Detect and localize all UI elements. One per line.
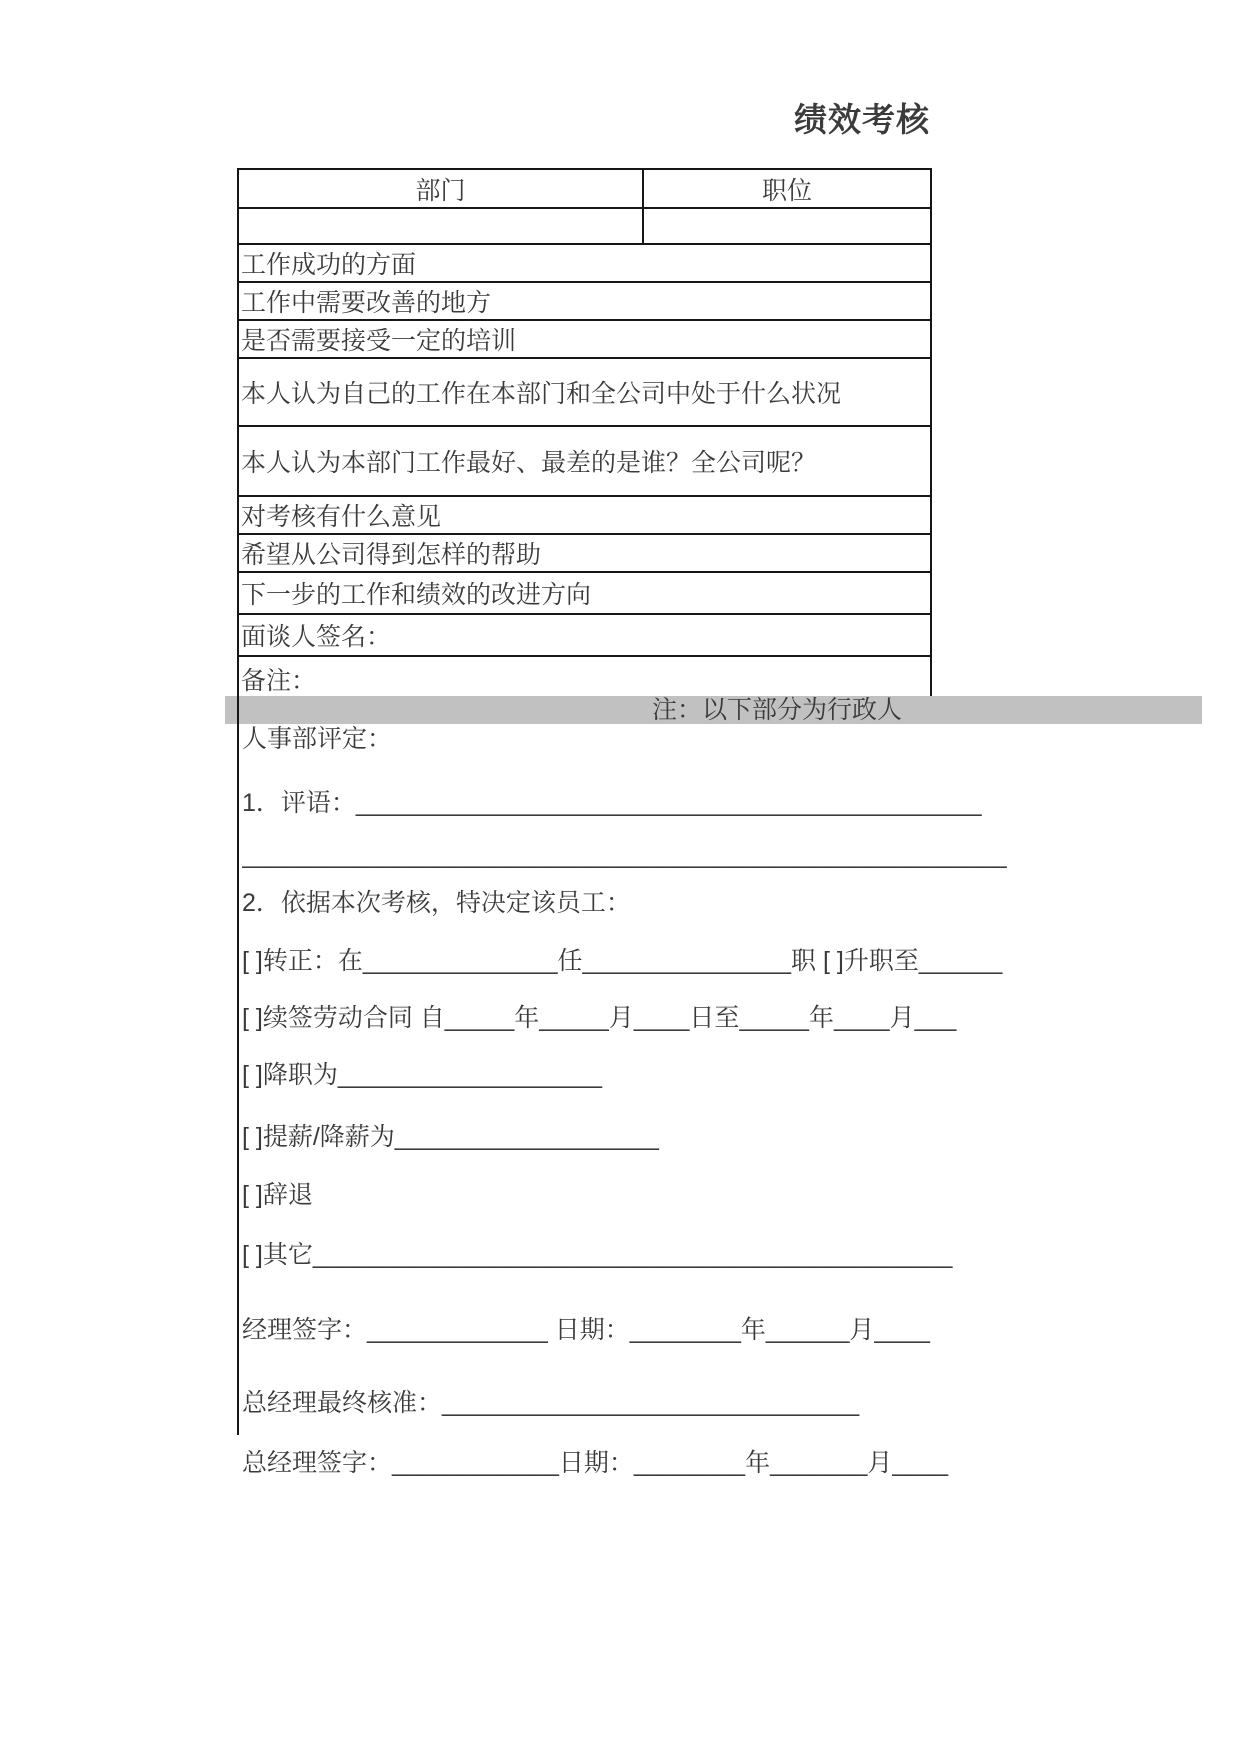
position-header-cell: 职位	[643, 169, 931, 208]
position-input-cell[interactable]	[643, 208, 931, 244]
question-cell-opinion[interactable]	[238, 496, 931, 534]
department-header-cell: 部门	[238, 169, 643, 208]
question-label: 希望从公司得到怎样的帮助	[241, 541, 542, 569]
question-label: 工作中需要改善的地方	[241, 289, 492, 317]
department-input-cell[interactable]	[238, 208, 643, 244]
table-row	[238, 244, 931, 282]
question-cell-self-position[interactable]	[238, 358, 931, 426]
option-salary-change[interactable]: [ ]提薪/降薪为___________________	[242, 1123, 659, 1151]
remarks-cell[interactable]	[238, 656, 931, 701]
interviewer-signature-cell[interactable]	[238, 614, 931, 656]
table-row	[238, 572, 931, 614]
admin-note-bar	[225, 696, 1202, 724]
gm-signature-line[interactable]: 总经理签字：____________日期：________年_______月____	[242, 1449, 949, 1477]
appraisal-table	[237, 168, 932, 702]
option-demotion[interactable]: [ ]降职为___________________	[242, 1061, 603, 1089]
question-cell-improve[interactable]	[238, 282, 931, 320]
table-row	[238, 614, 931, 656]
section-left-border	[237, 695, 239, 1435]
table-row	[238, 496, 931, 534]
hr-rating-heading: 人事部评定：	[242, 725, 393, 753]
remarks-label: 备注：	[241, 666, 317, 695]
option-other[interactable]: [ ]其它______________________________________________	[242, 1241, 953, 1269]
table-row	[238, 282, 931, 320]
question-cell-training[interactable]	[238, 320, 931, 358]
gm-final-approval-line[interactable]: 总经理最终核准：______________________________	[242, 1389, 860, 1417]
option-contract-renewal[interactable]: [ ]续签劳动合同 自_____年_____月____日至_____年____月___	[242, 1004, 957, 1032]
table-row	[238, 358, 931, 426]
option-dismissal[interactable]: [ ]辞退	[242, 1181, 313, 1209]
question-cell-next-step[interactable]	[238, 572, 931, 614]
question-cell-help[interactable]	[238, 534, 931, 572]
decision-intro: 2．依据本次考核，特决定该员工：	[242, 889, 631, 917]
table-row	[238, 534, 931, 572]
table-input-row	[238, 208, 931, 244]
question-label: 本人认为自己的工作在本部门和全公司中处于什么状况	[241, 380, 842, 408]
comment-continuation-line[interactable]: _______________________________________________________	[242, 841, 1007, 869]
question-label: 对考核有什么意见	[241, 503, 442, 531]
question-label: 是否需要接受一定的培训	[241, 327, 517, 355]
document-title: 绩效考核	[794, 101, 930, 138]
table-row	[238, 426, 931, 496]
manager-signature-line[interactable]: 经理签字：_____________ 日期：________年______月____	[242, 1316, 930, 1344]
question-label: 工作成功的方面	[241, 251, 417, 279]
question-label: 下一步的工作和绩效的改进方向	[241, 581, 592, 609]
table-header-row	[238, 169, 931, 208]
table-row	[238, 320, 931, 358]
question-cell-best-worst[interactable]	[238, 426, 931, 496]
interviewer-signature-label: 面谈人签名：	[241, 623, 392, 651]
comment-blank-line[interactable]: 1．评语：_____________________________________________	[242, 789, 982, 817]
question-label: 本人认为本部门工作最好、最差的是谁？全公司呢？	[241, 449, 817, 477]
question-cell-success[interactable]	[238, 244, 931, 282]
admin-note-text: 注：以下部分为行政人	[652, 696, 903, 724]
option-regularization[interactable]: [ ]转正：在______________任_______________职 [ ]升职至______	[242, 947, 1003, 975]
table-row	[238, 656, 931, 701]
